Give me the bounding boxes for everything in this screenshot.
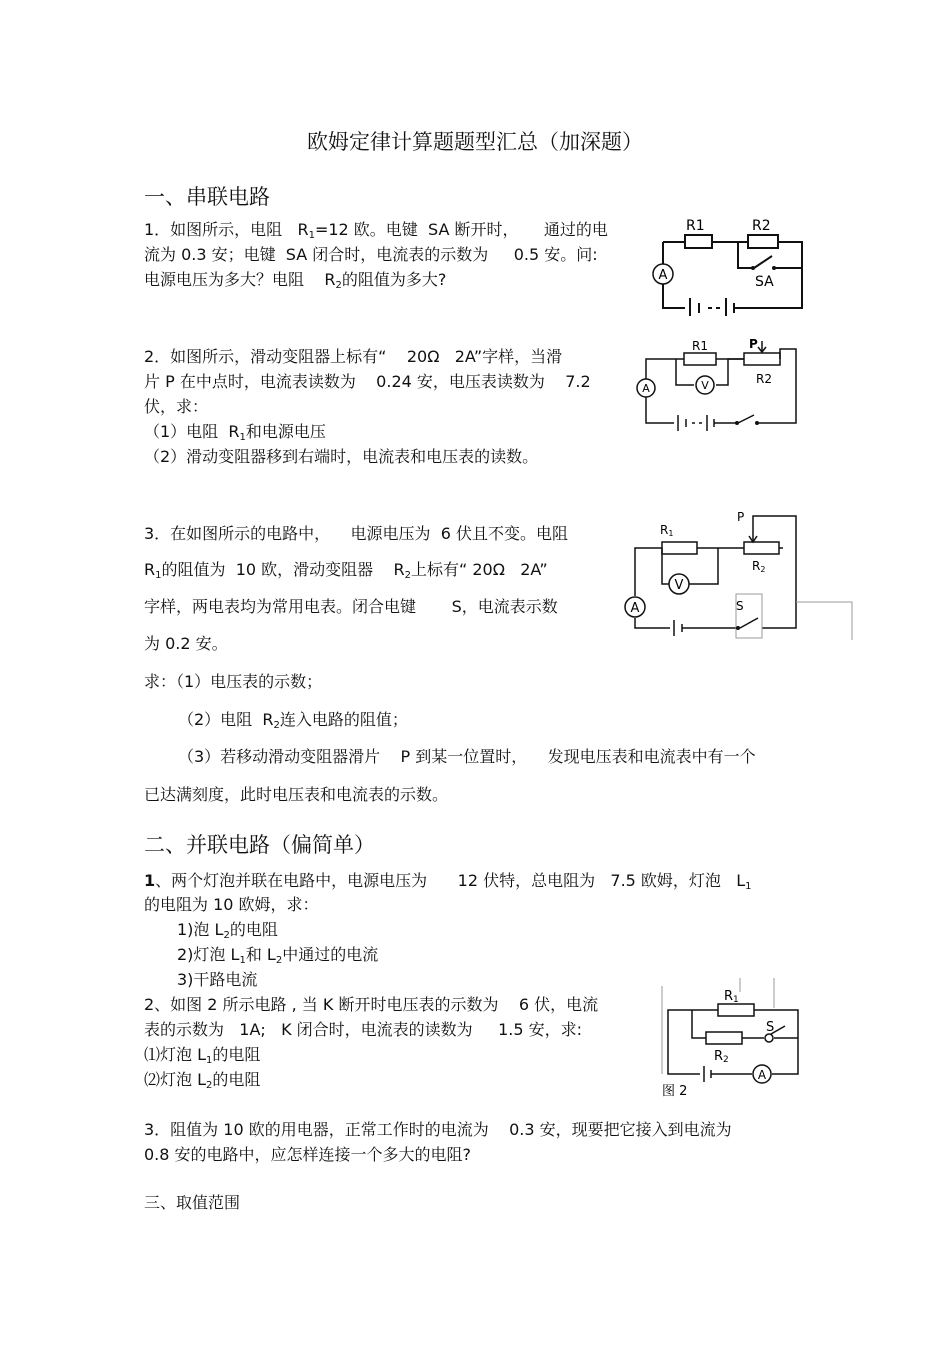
s2-q1-line4: 2)灯泡 $L_1$和 $L_2$中通过的电流: [177, 945, 379, 966]
s1-q2-line3: 伏，求：: [144, 397, 209, 416]
circuit-figure-3: [622, 506, 857, 642]
s1-q2-line2: 片 P 在中点时，电流表读数为 0.24 安，电压表读数为 7.2: [144, 372, 591, 391]
s2-q1-line1: 1、两个灯泡并联在电路中，电源电压为 12 伏特，总电阻为 7.5 欧姆，灯泡 $L_1$: [144, 871, 752, 892]
ammeter-label: A: [658, 268, 668, 283]
rheostat-symbol: [744, 542, 779, 554]
slider-p-label: P: [737, 510, 745, 524]
switch-label: S: [766, 1020, 775, 1035]
r2-label: R2: [756, 372, 772, 386]
r1-label: R1: [660, 523, 674, 538]
slider-p-label: P: [749, 337, 758, 351]
s1-q3-line1: 3．在如图所示的电路中， 电源电压为 6 伏且不变。电阻: [144, 524, 568, 543]
figure-caption: 图 2: [662, 1084, 688, 1099]
r1-label: R1: [724, 989, 739, 1005]
s1-q2-line1: 2．如图所示，滑动变阻器上标有“ 20Ω 2A”字样，当滑: [144, 347, 563, 366]
resistor-r1-symbol: [685, 235, 712, 248]
resistor-r2-symbol: [748, 235, 778, 248]
s1-q3-line7: （3）若移动滑动变阻器滑片 P 到某一位置时， 发现电压表和电流表中有一个: [178, 747, 756, 766]
r2-label: R2: [714, 1049, 729, 1065]
s1-q3-line8: 已达满刻度，此时电压表和电流表的示数。: [144, 785, 449, 804]
s1-q1-line2: 流为 0.3 安；电键 SA 闭合时，电流表的示数为 0.5 安。问:: [144, 245, 598, 264]
s1-q3-line4: 为 0.2 安。: [144, 634, 228, 653]
resistor-r2-symbol: [706, 1032, 742, 1044]
s2-q2-line3: ⑴灯泡 $L_1$的电阻: [144, 1045, 261, 1066]
s2-q2-line4: ⑵灯泡 $L_2$的电阻: [144, 1070, 261, 1091]
s1-q1-line3: 电源电压为多大？电阻 $R_2$的阻值为多大?: [144, 270, 447, 291]
r1-label: R1: [686, 218, 705, 234]
voltmeter-label: V: [701, 379, 709, 392]
resistor-r1-symbol: [684, 353, 716, 365]
s2-q1-line2: 的电阻为 10 欧姆，求：: [144, 895, 319, 914]
ammeter-label: A: [630, 601, 640, 616]
s1-q3-line2: $R_1$的阻值为 10 欧，滑动变阻器 $R_2$上标有“ 20Ω 2A”: [144, 560, 548, 581]
s1-q3-line5: 求：（1）电压表的示数；: [144, 672, 323, 691]
circuit-figure-2: [632, 337, 802, 435]
rheostat-symbol: [744, 353, 780, 365]
s2-q3-line1: 3．阻值为 10 欧的用电器，正常工作时的电流为 0.3 安，现要把它接入到电流为: [144, 1120, 732, 1139]
section-heading-parallel: 二、并联电路（偏简单）: [144, 833, 375, 857]
voltmeter-label: V: [674, 578, 684, 593]
ammeter-label: A: [757, 1068, 767, 1082]
circuit-figure-1: [640, 212, 810, 316]
s1-q1-line1: 1．如图所示，电阻 $R_1=12$ 欧。电键 SA 断开时， 通过的电: [144, 220, 608, 241]
ammeter-label: A: [642, 382, 650, 395]
switch-label: S: [736, 599, 744, 613]
s2-q1-line5: 3)干路电流: [177, 970, 258, 989]
resistor-r1-symbol: [662, 542, 697, 554]
section-heading-series: 一、串联电路: [144, 185, 270, 209]
page-title: 欧姆定律计算题题型汇总（加深题）: [307, 130, 643, 154]
resistor-r1-symbol: [718, 1004, 754, 1016]
section-heading-range: 三、取值范围: [144, 1193, 241, 1212]
s2-q2-line1: 2、如图 2 所示电路 , 当 K 断开时电压表的示数为 6 伏，电流: [144, 995, 599, 1014]
s2-q1-line3: 1)泡 $L_2$的电阻: [177, 920, 278, 941]
switch-label: SA: [755, 274, 774, 290]
s1-q3-line3: 字样，两电表均为常用电表。闭合电键 S，电流表示数: [144, 597, 558, 616]
circuit-figure-4: [648, 978, 808, 1102]
s1-q2-line5: （2）滑动变阻器移到右端时，电流表和电压表的读数。: [144, 447, 539, 466]
r1-label: R1: [692, 339, 708, 353]
r2-label: R2: [752, 218, 771, 234]
s1-q2-line4: （1）电阻 $R_1$和电源电压: [144, 422, 326, 443]
r2-label: R2: [752, 559, 766, 574]
s1-q3-line6: （2）电阻 $R_2$连入电路的阻值；: [178, 710, 408, 731]
s2-q3-line2: 0.8 安的电路中，应怎样连接一个多大的电阻?: [144, 1145, 472, 1164]
s2-q2-line2: 表的示数为 1A; K 闭合时，电流表的读数为 1.5 安，求:: [144, 1020, 583, 1039]
